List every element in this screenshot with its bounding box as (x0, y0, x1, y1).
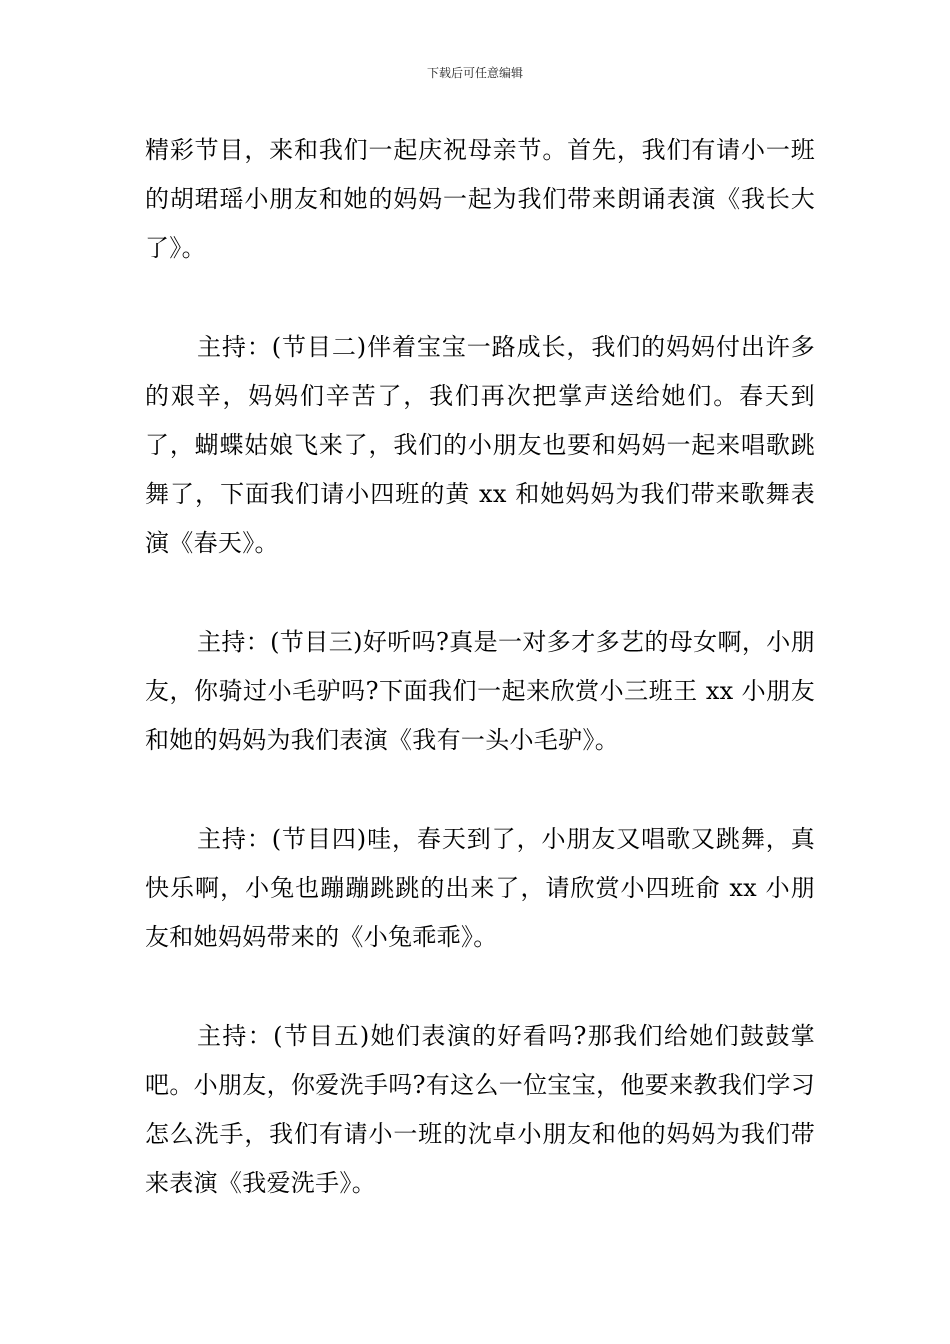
paragraph-gap (145, 273, 815, 323)
page-header: 下载后可任意编辑 (426, 66, 523, 80)
paragraph-2: 主持：(节目二)伴着宝宝一路成长，我们的妈妈付出许多的艰辛，妈妈们辛苦了，我们再次把掌声送给她们。春天到了，蝴蝶姑娘飞来了，我们的小朋友也要和妈妈一起来唱歌跳舞了，下面我们请小四班的黄 xx 和她妈妈为我们带来歌舞表演《春天》。 (145, 333, 815, 557)
paragraph-gap (145, 568, 815, 618)
paragraph-3: 主持：(节目三)好听吗?真是一对多才多艺的母女啊，小朋友，你骑过小毛驴吗?下面我们一起来欣赏小三班王 xx 小朋友和她的妈妈为我们表演《我有一头小毛驴》。 (145, 628, 815, 754)
document-body (145, 126, 815, 1208)
paragraph-5: 主持：(节目五)她们表演的好看吗?那我们给她们鼓鼓掌吧。小朋友，你爱洗手吗?有这么一位宝宝，他要来教我们学习怎么洗手，我们有请小一班的沈卓小朋友和他的妈妈为我们带来表演《我爱洗手》。 (145, 1022, 815, 1197)
paragraph-gap (145, 765, 815, 815)
paragraph-4: 主持：(节目四)哇，春天到了，小朋友又唱歌又跳舞，真快乐啊，小兔也蹦蹦跳跳的出来了，请欣赏小四班俞 xx 小朋友和她妈妈带来的《小兔乖乖》。 (145, 825, 815, 951)
paragraph-1: 精彩节目，来和我们一起庆祝母亲节。首先，我们有请小一班的胡珺瑶小朋友和她的妈妈一起为我们带来朗诵表演《我长大了》。 (145, 136, 815, 262)
paragraph-gap (145, 962, 815, 1012)
